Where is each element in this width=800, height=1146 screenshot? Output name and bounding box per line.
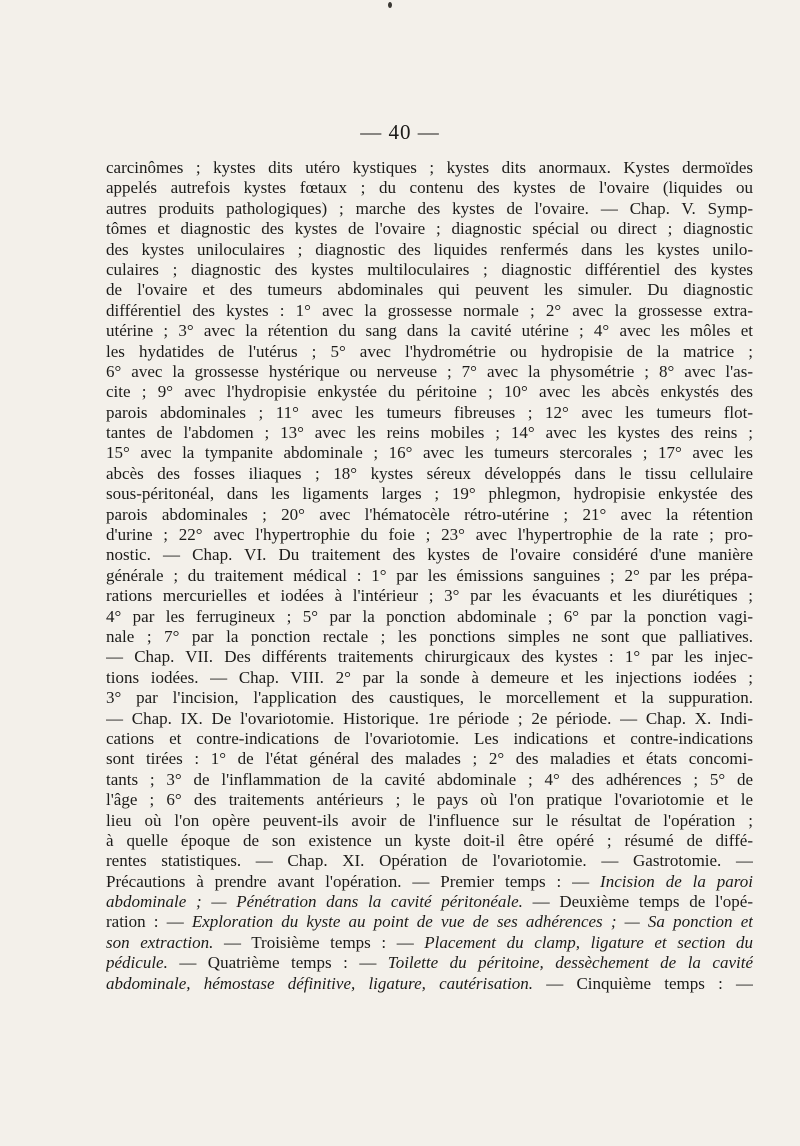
- text-run: des kystes uniloculaires ; diagnostic des liquides renfermés dans les kystes unilo-: [106, 239, 753, 259]
- text-line: [106, 647, 753, 667]
- text-line: [106, 688, 753, 708]
- ink-speck: [388, 2, 392, 8]
- text-line: [106, 566, 753, 586]
- text-run: 15° avec la tympanite abdominale ; 16° avec les tumeurs stercorales ; 17° avec les: [106, 443, 753, 463]
- text-line: [106, 933, 753, 953]
- text-run: tantes de l'abdomen ; 13° avec les reins mobiles ; 14° avec les kystes des reins ;: [106, 423, 753, 443]
- text-run: cite ; 9° avec l'hydropisie enkystée du péritoine ; 10° avec les abcès enkystés des: [106, 382, 753, 402]
- text-line: [106, 607, 753, 627]
- text-line: [106, 912, 753, 932]
- text-line: [106, 709, 753, 729]
- text-run: cations et contre-indications de l'ovariotomie. Les indications et contre-indications: [106, 728, 753, 748]
- text-run: à quelle époque de son existence un kyste doit-il être opéré ; résumé de diffé-: [106, 830, 753, 850]
- text-run: culaires ; diagnostic des kystes multiloculaires ; diagnostic différentiel des kystes: [106, 259, 753, 279]
- text-line: [106, 484, 753, 504]
- text-run: rations mercurielles et iodées à l'intérieur ; 3° par les évacuants et les diurétiques ;: [106, 586, 753, 606]
- text-line: [106, 280, 753, 300]
- text-line: [106, 321, 753, 341]
- text-line: [106, 158, 753, 178]
- text-run: 6° avec la grossesse hystérique ou nerveuse ; 7° avec la physométrie ; 8° avec l'as-: [106, 361, 753, 381]
- page-number: — 40 —: [360, 120, 440, 144]
- text-line: [106, 525, 753, 545]
- italic-text: Incision de la paroi: [600, 871, 753, 891]
- text-run: — Cinquième temps : —: [533, 973, 753, 993]
- text-run: d'urine ; 22° avec l'hypertrophie du foie ; 23° avec l'hypertrophie de la rate ; pro-: [106, 525, 753, 545]
- text-run: — Deuxième temps de l'opé-: [522, 892, 753, 912]
- text-run: générale ; du traitement médical : 1° par les émissions sanguines ; 2° par les prépa-: [106, 565, 753, 585]
- text-line: [106, 892, 753, 912]
- text-run: nostic. — Chap. VI. Du traitement des kystes de l'ovaire considéré d'une manière: [106, 545, 753, 565]
- italic-text: abdominale, hémostase définitive, ligature, cautérisation.: [106, 973, 534, 993]
- text-line: [106, 770, 753, 790]
- text-line: [106, 668, 753, 688]
- text-line: [106, 974, 753, 994]
- text-line: [106, 851, 753, 871]
- text-line: [106, 729, 753, 749]
- italic-text: Toilette du péritoine, dessèchement de la cavité: [387, 953, 753, 973]
- text-run: rentes statistiques. — Chap. XI. Opération de l'ovariotomie. — Gastrotomie. —: [106, 851, 753, 871]
- text-line: [106, 545, 753, 565]
- text-line: [106, 240, 753, 260]
- text-line: [106, 831, 753, 851]
- text-run: — Chap. VII. Des différents traitements chirurgicaux des kystes : 1° par les injec-: [106, 647, 753, 667]
- text-line: [106, 403, 753, 423]
- text-run: différentiel des kystes : 1° avec la grossesse normale ; 2° avec la grossesse extra-: [106, 300, 753, 320]
- text-run: 3° par l'incision, l'application des caustiques, le morcellement et la suppuration.: [106, 688, 753, 708]
- text-run: de l'ovaire et des tumeurs abdominales qui peuvent les simuler. Du diagnostic: [106, 280, 753, 300]
- text-line: [106, 219, 753, 239]
- italic-text: Exploration du kyste au point de vue de ses adhérences ; — Sa ponction et: [191, 912, 753, 932]
- italic-text: Placement du clamp, ligature et section du: [424, 932, 753, 952]
- text-run: abcès des fosses iliaques ; 18° kystes séreux développés dans le tissu cellulaire: [106, 463, 753, 483]
- text-line: [106, 443, 753, 463]
- text-run: l'âge ; 6° des traitements antérieurs ; le pays où l'on pratique l'ovariotomie et le: [106, 790, 753, 810]
- text-run: autres produits pathologiques) ; marche des kystes de l'ovaire. — Chap. V. Symp-: [106, 198, 753, 218]
- text-run: 4° par les ferrugineux ; 5° par la ponction abdominale ; 6° par la ponction vagi-: [106, 606, 753, 626]
- text-line: [106, 627, 753, 647]
- text-line: [106, 790, 753, 810]
- text-line: [106, 382, 753, 402]
- text-run: — Quatrième temps : —: [167, 953, 388, 973]
- text-run: tômes et diagnostic des kystes de l'ovaire ; diagnostic spécial ou direct ; diagnostic: [106, 219, 753, 239]
- text-run: Précautions à prendre avant l'opération. — Premier temps : —: [106, 871, 601, 891]
- italic-text: pédicule.: [106, 953, 168, 973]
- text-run: parois abdominales ; 20° avec l'hématocèle rétro-utérine ; 21° avec la rétention: [106, 504, 753, 524]
- text-line: [106, 423, 753, 443]
- text-run: tions iodées. — Chap. VIII. 2° par la sonde à demeure et les injections iodées ;: [106, 667, 753, 687]
- text-line: [106, 342, 753, 362]
- text-run: sont tirées : 1° de l'état général des malades ; 2° des maladies et états concomi-: [106, 749, 753, 769]
- text-run: nale ; 7° par la ponction rectale ; les ponctions simples ne sont que palliatives.: [106, 626, 753, 646]
- text-run: les hydatides de l'utérus ; 5° avec l'hydrométrie ou hydropisie de la matrice ;: [106, 341, 753, 361]
- text-run: — Troisième temps : —: [213, 932, 425, 952]
- text-line: [106, 872, 753, 892]
- text-run: lieu où l'on opère peuvent-ils avoir de l'influence sur le résultat de l'opération ;: [106, 810, 753, 830]
- text-run: carcinômes ; kystes dits utéro kystiques ; kystes dits anormaux. Kystes dermoïdes: [106, 158, 753, 177]
- text-run: ration : —: [106, 912, 192, 932]
- text-line: [106, 199, 753, 219]
- text-line: [106, 749, 753, 769]
- text-run: utérine ; 3° avec la rétention du sang dans la cavité utérine ; 4° avec les môles et: [106, 321, 753, 341]
- text-run: parois abdominales ; 11° avec les tumeurs fibreuses ; 12° avec les tumeurs flot-: [106, 402, 753, 422]
- text-run: tants ; 3° de l'inflammation de la cavité abdominale ; 4° des adhérences ; 5° de: [106, 769, 753, 789]
- text-run: sous-péritonéal, dans les ligaments larges ; 19° phlegmon, hydropisie enkystée des: [106, 484, 753, 504]
- body-text: [106, 158, 753, 994]
- text-line: [106, 464, 753, 484]
- text-line: [106, 953, 753, 973]
- text-line: [106, 178, 753, 198]
- text-line: [106, 586, 753, 606]
- text-line: [106, 505, 753, 525]
- text-line: [106, 362, 753, 382]
- text-run: appelés autrefois kystes fœtaux ; du contenu des kystes de l'ovaire (liquides ou: [106, 178, 753, 198]
- text-line: [106, 811, 753, 831]
- italic-text: abdominale ; — Pénétration dans la cavité péritonéale.: [106, 892, 523, 912]
- italic-text: son extraction.: [106, 932, 214, 952]
- text-run: — Chap. IX. De l'ovariotomie. Historique. 1re période ; 2e période. — Chap. X. Indi-: [106, 708, 753, 728]
- text-line: [106, 301, 753, 321]
- text-line: [106, 260, 753, 280]
